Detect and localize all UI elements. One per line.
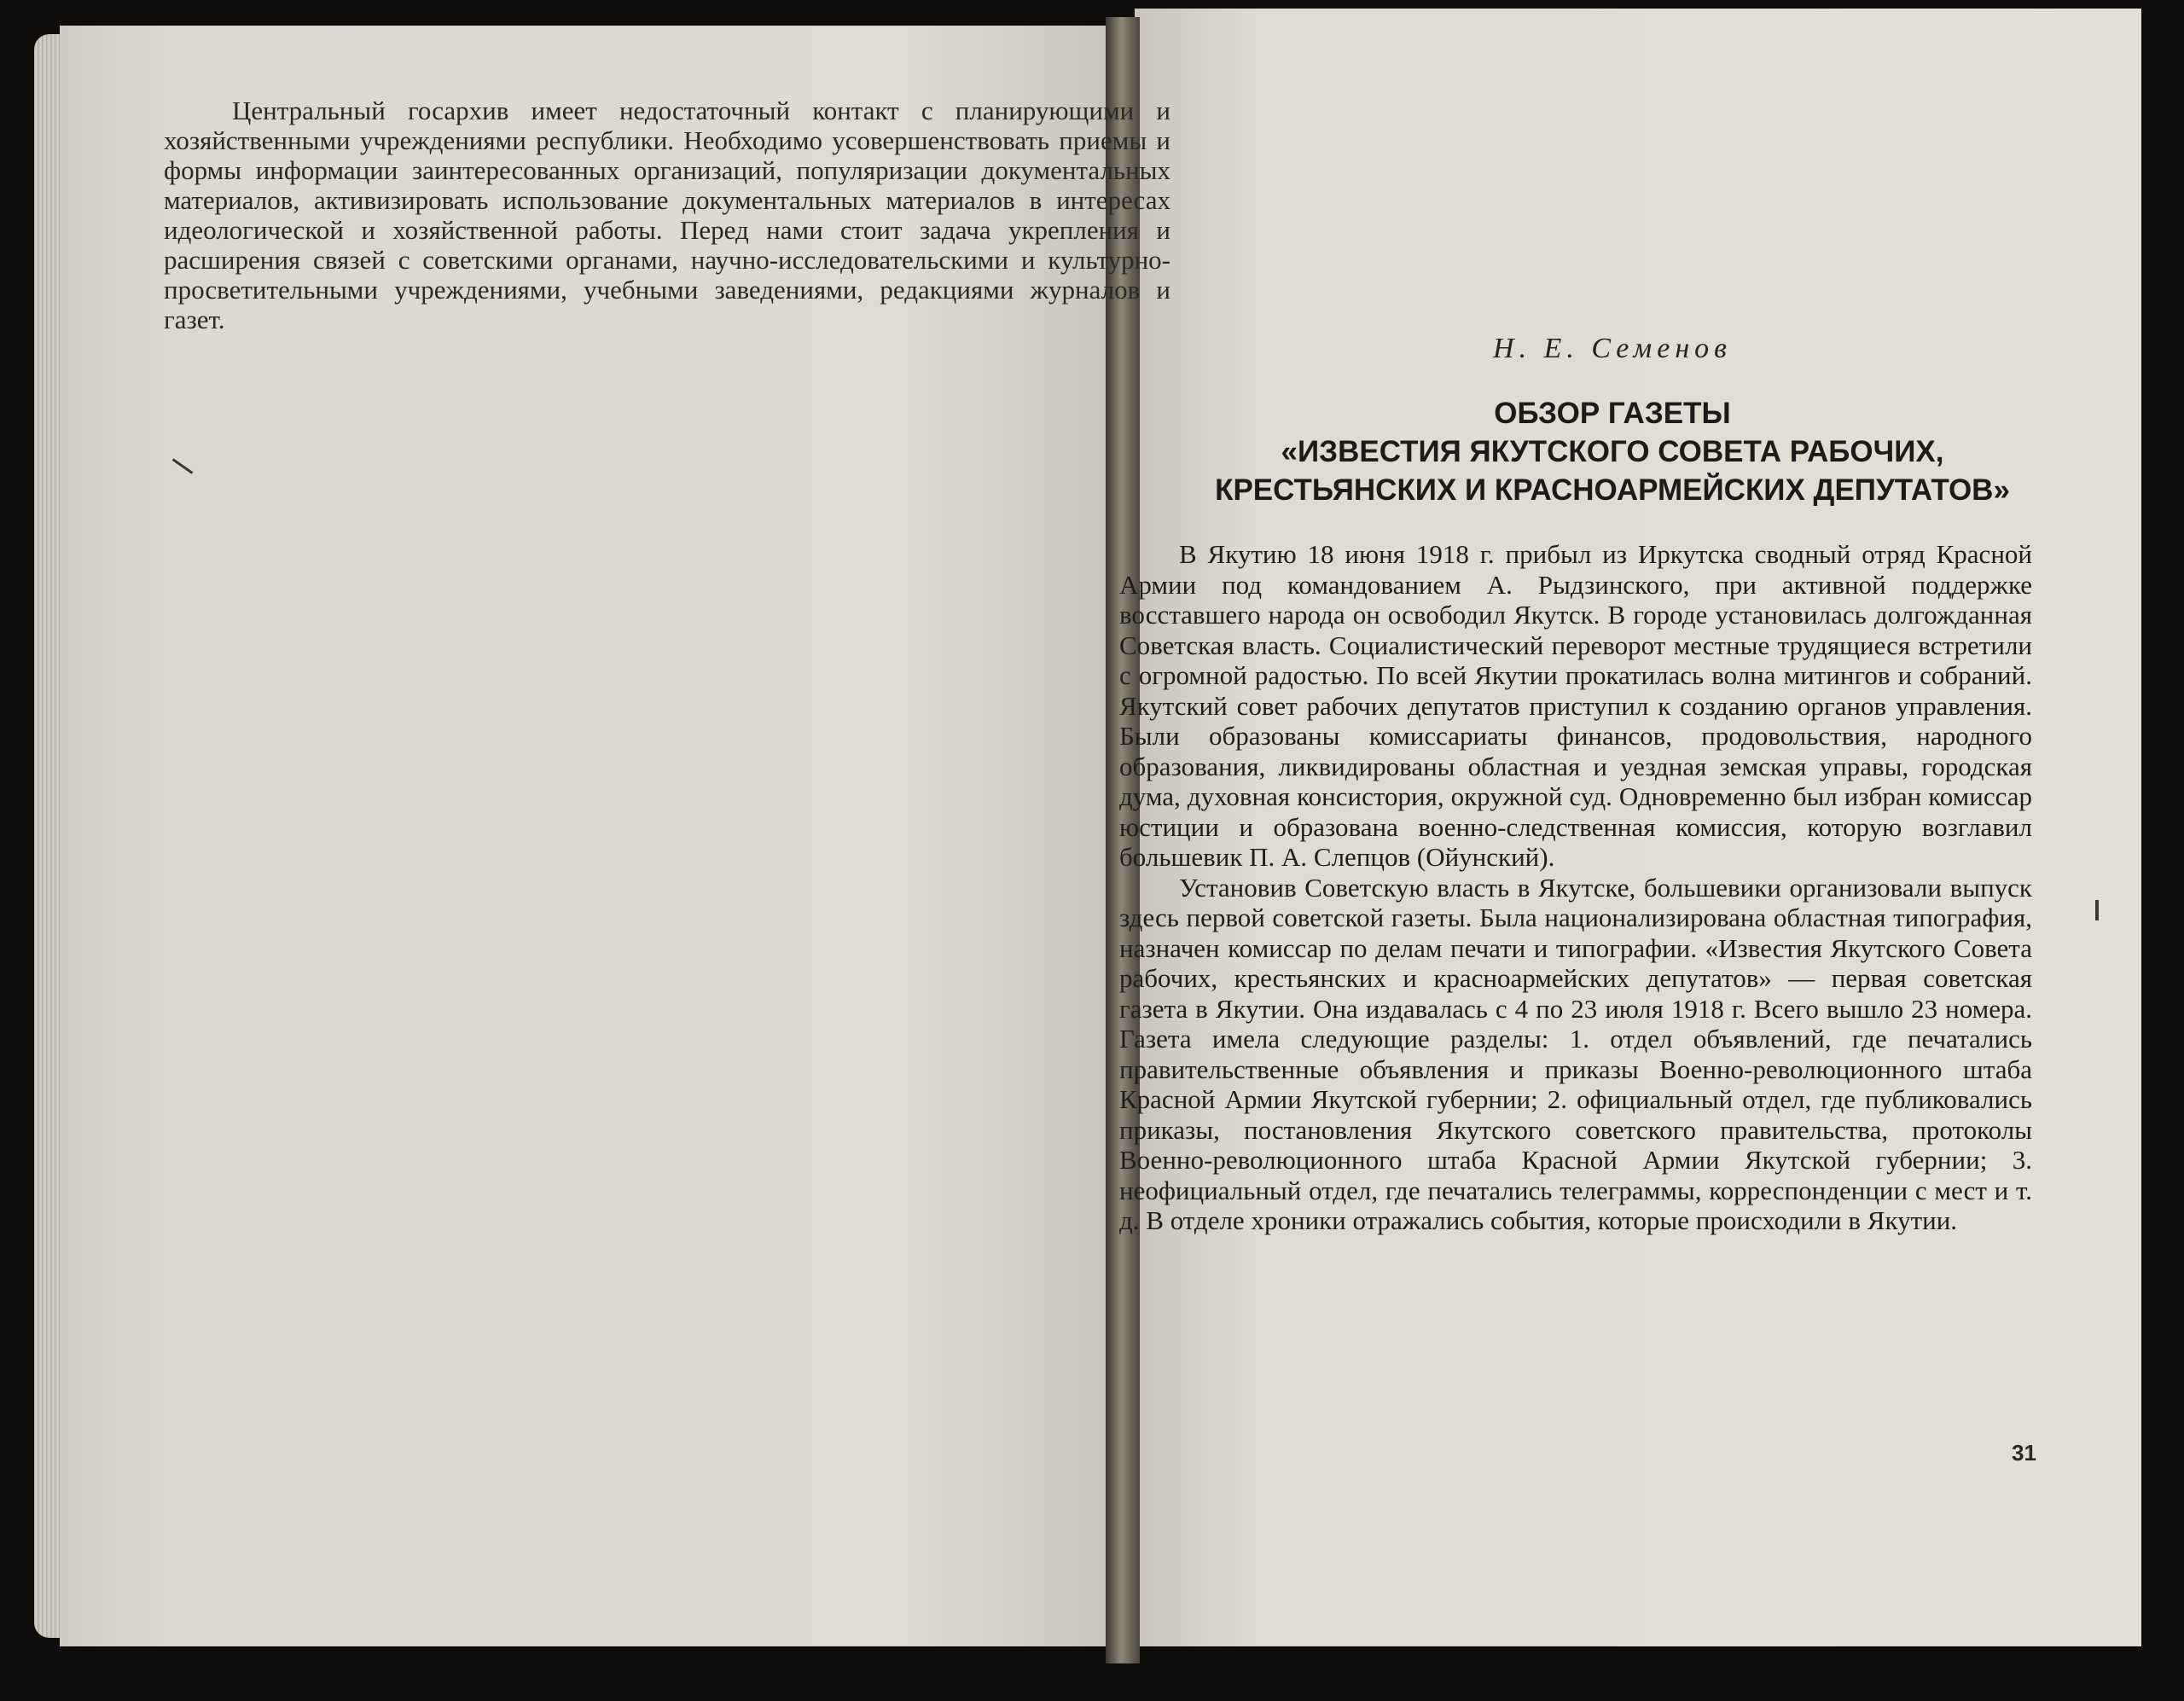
- left-page-text: [164, 96, 1170, 334]
- article-paragraph-2: Установив Советскую власть в Якутске, большевики организовали выпуск здесь первой советской газеты. Была национализирована областная типография, назначен комиссар по делам печати и типографии. «Известия Якутского Совета рабочих, крестьянских и красноармейских депутатов» — первая советская газета в Якутии. Она издавалась с 4 по 23 июля 1918 г. Всего вышло 23 номера. Газета имела следующие разделы: 1. отдел объявлений, где печатались правительственные объявления и приказы Военно-революционного штаба Красной Армии Якутской губернии; 2. официальный отдел, где публиковались приказы, постановления Якутского советского правительства, протоколы Военно-революционного штаба Красной Армии Якутской губернии; 3. неофициальный отдел, где печатались телеграммы, корреспонденции с мест и т. д. В отделе хроники отражались события, которые происходили в Якутии.: [1119, 872, 2032, 1235]
- title-line-1: ОБЗОР ГАЗЕТЫ: [1494, 397, 1731, 430]
- article-title: [1143, 394, 2082, 509]
- right-page-text: [1119, 539, 2032, 1236]
- author-name: Н. Е. Семенов: [1493, 333, 1732, 364]
- title-line-3: КРЕСТЬЯНСКИХ И КРАСНОАРМЕЙСКИХ ДЕПУТАТОВ»: [1215, 473, 2010, 507]
- page-mark: [2095, 900, 2099, 920]
- page-number: 31: [2012, 1440, 2036, 1466]
- title-line-2: «ИЗВЕСТИЯ ЯКУТСКОГО СОВЕТА РАБОЧИХ,: [1281, 435, 1944, 468]
- left-paragraph: Центральный госархив имеет недостаточный контакт с планирующими и хозяйственными учреждениями республики. Необходимо усовершенствовать приемы и формы информации заинтересованных организаций, популяризации документальных материалов, активизировать использование документальных материалов в интересах идеологической и хозяйственной работы. Перед нами стоит задача укрепления и расширения связей с советскими органами, научно-исследовательскими и культурно-просветительными учреждениями, учебными заведениями, редакциями журналов и газет.: [164, 96, 1170, 334]
- article-paragraph-1: В Якутию 18 июня 1918 г. прибыл из Иркутска сводный отряд Красной Армии под командованием А. Рыдзинского, при активной поддержке восставшего народа он освободил Якутск. В городе установилась долгожданная Советская власть. Социалистический переворот местные трудящиеся встретили с огромной радостью. По всей Якутии прокатилась волна митингов и собраний. Якутский совет рабочих депутатов приступил к созданию органов управления. Были образованы комиссариаты финансов, продовольствия, народного образования, ликвидированы областная и уездная земская управы, городская дума, духовная консистория, окружной суд. Одновременно был избран комиссар юстиции и образована военно-следственная комиссия, которую возглавил большевик П. А. Слепцов (Ойунский).: [1119, 539, 2032, 872]
